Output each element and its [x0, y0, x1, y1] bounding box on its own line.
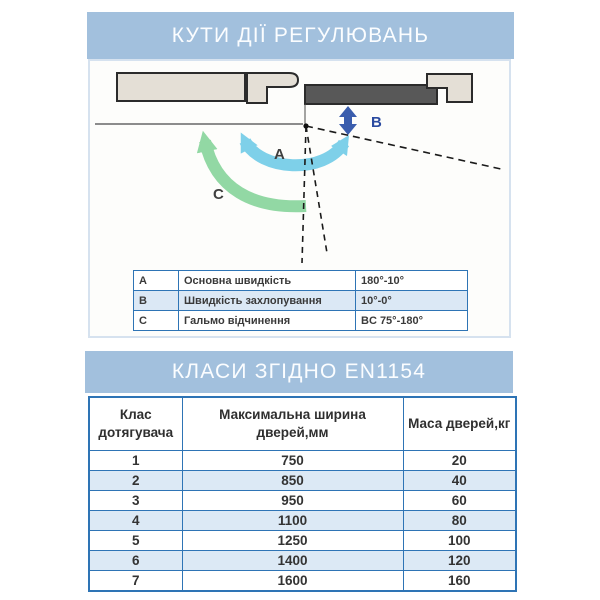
section1-title-text: КУТИ ДІЇ РЕГУЛЮВАНЬ: [171, 23, 430, 47]
section-title-adjustment-angles: [87, 12, 514, 59]
dashed-line-ten-deg: [306, 126, 327, 253]
door-jamb-left: [247, 73, 298, 103]
col-header-max-width: Максимальна ширина дверей,мм: [182, 397, 403, 451]
cell-class: 5: [89, 531, 182, 551]
cell-mass: 80: [403, 511, 516, 531]
cell-class: 2: [89, 471, 182, 491]
table-row: [134, 291, 468, 311]
cell-width: 1250: [182, 531, 403, 551]
cell-mass: 100: [403, 531, 516, 551]
cell-class: 3: [89, 491, 182, 511]
cell-mass: 160: [403, 571, 516, 592]
cell-class: 6: [89, 551, 182, 571]
cell-mass: 60: [403, 491, 516, 511]
section-title-en1154-classes: [85, 351, 513, 393]
angle-name: Основна швидкість: [179, 271, 356, 291]
table-row: [89, 471, 516, 491]
cell-width: 750: [182, 451, 403, 471]
open-door-leaf: [305, 85, 437, 104]
wall-section-left: [117, 73, 245, 101]
cell-mass: 40: [403, 471, 516, 491]
table-row: [89, 491, 516, 511]
cell-mass: 20: [403, 451, 516, 471]
cell-width: 1400: [182, 551, 403, 571]
en1154-class-table: [88, 396, 517, 592]
angle-value: 180°-10°: [356, 271, 468, 291]
table-row: [89, 551, 516, 571]
cell-width: 950: [182, 491, 403, 511]
b-latch-speed-double-arrow-icon: [339, 106, 357, 135]
table-header-row: [89, 397, 516, 451]
angle-key: B: [134, 291, 179, 311]
col-header-class: Клас дотягувача: [89, 397, 182, 451]
col-header-mass: Маса дверей,кг: [403, 397, 516, 451]
section2-title-text: КЛАСИ ЗГІДНО EN1154: [171, 360, 427, 383]
cell-width: 1100: [182, 511, 403, 531]
cell-mass: 120: [403, 551, 516, 571]
angle-key: C: [134, 311, 179, 331]
table-row: [89, 571, 516, 592]
cell-class: 7: [89, 571, 182, 592]
table-row: [89, 511, 516, 531]
cell-class: 4: [89, 511, 182, 531]
angle-value: BC 75°-180°: [356, 311, 468, 331]
label-b: B: [371, 114, 382, 131]
cell-width: 850: [182, 471, 403, 491]
arc-a-main-speed-arrow: [245, 141, 344, 165]
cell-width: 1600: [182, 571, 403, 592]
angle-name: Швидкість захлопування: [179, 291, 356, 311]
angle-name: Гальмо відчинення: [179, 311, 356, 331]
label-a: A: [274, 146, 285, 163]
table-row: [89, 451, 516, 471]
label-c: C: [213, 186, 224, 203]
table-row: [134, 271, 468, 291]
table-row: [134, 311, 468, 331]
adjustment-angles-table: [133, 270, 468, 331]
table-row: [89, 531, 516, 551]
angle-value: 10°-0°: [356, 291, 468, 311]
hinge-pivot-dot: [303, 123, 308, 128]
cell-class: 1: [89, 451, 182, 471]
angle-key: A: [134, 271, 179, 291]
dashed-line-zero-deg: [302, 126, 306, 263]
